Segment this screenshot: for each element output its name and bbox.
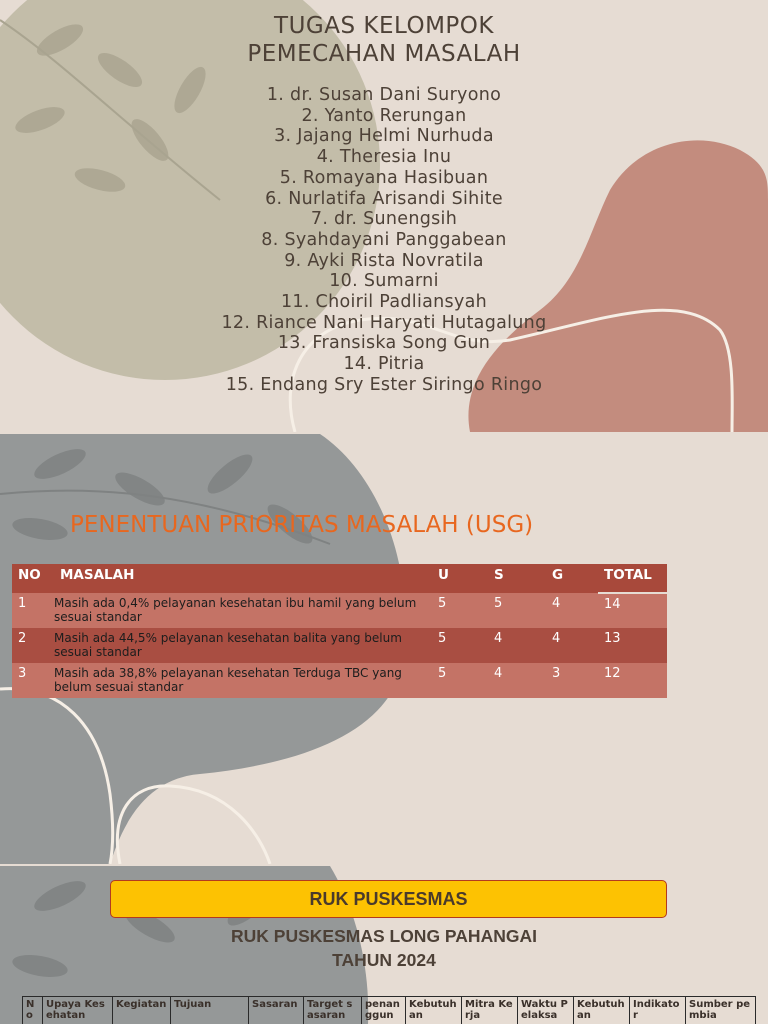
header-tujuan: Tujuan	[171, 997, 249, 1024]
cell-u: 5	[432, 628, 488, 663]
table-row	[12, 663, 667, 698]
member-item: 12. Riance Nani Haryati Hutagalung	[221, 312, 547, 333]
header-sasaran: Sasaran	[249, 997, 304, 1024]
header-no: No	[23, 997, 43, 1024]
member-item: 11. Choiril Padliansyah	[280, 292, 488, 313]
slide-title: PENENTUAN PRIORITAS MASALAH (USG)	[70, 512, 534, 538]
slide-usg-priority	[0, 434, 768, 864]
slide-ruk-puskesmas	[0, 866, 768, 1024]
slide-group-members	[0, 0, 768, 432]
usg-table	[12, 564, 667, 698]
member-item: 15. Endang Sry Ester Siringo Ringo	[225, 374, 543, 395]
ruk-table	[22, 996, 756, 1024]
table-row	[12, 593, 667, 628]
header-waktu-pelaksanaan: Waktu Pelaksa	[518, 997, 574, 1024]
cell-u: 5	[432, 593, 488, 628]
member-item: 5. Romayana Hasibuan	[279, 167, 489, 188]
header-mitra-kerja: Mitra Kerja	[462, 997, 518, 1024]
member-list	[0, 85, 768, 396]
member-item: 1. dr. Susan Dani Suryono	[266, 85, 502, 105]
member-item: 14. Pitria	[343, 354, 425, 375]
header-upaya-kesehatan: Upaya Kesehatan	[43, 997, 113, 1024]
cell-g: 4	[546, 628, 598, 663]
cell-s: 4	[488, 663, 546, 698]
member-item: 7. dr. Sunengsih	[310, 209, 458, 230]
cell-no: 2	[12, 628, 48, 663]
cell-u: 5	[432, 663, 488, 698]
cell-total: 14	[598, 593, 667, 628]
header-kebutuhan-2: Kebutuhan	[574, 997, 630, 1024]
header-g: G	[546, 564, 598, 593]
member-item: 8. Syahdayani Panggabean	[261, 229, 507, 250]
header-penanggung: penanggun	[362, 997, 406, 1024]
member-item: 10. Sumarni	[329, 271, 439, 292]
member-item: 3. Jajang Helmi Nurhuda	[274, 126, 494, 147]
title-line-2: PEMECAHAN MASALAH	[247, 41, 521, 67]
member-item: 6. Nurlatifa Arisandi Sihite	[265, 188, 503, 209]
cell-g: 4	[546, 593, 598, 628]
header-s: S	[488, 564, 546, 593]
slide-title	[0, 12, 768, 68]
member-item: 2. Yanto Rerungan	[301, 105, 467, 126]
cell-masalah: Masih ada 38,8% pelayanan kesehatan Terduga TBC yang belum sesuai standar	[48, 663, 432, 698]
table-header-row	[23, 997, 756, 1024]
header-target-sasaran: Target sasaran	[304, 997, 362, 1024]
table-row	[12, 628, 667, 663]
header-kegiatan: Kegiatan	[113, 997, 171, 1024]
cell-g: 3	[546, 663, 598, 698]
cell-no: 1	[12, 593, 48, 628]
header-masalah: MASALAH	[48, 564, 432, 593]
cell-total: 13	[598, 628, 667, 663]
cell-s: 4	[488, 628, 546, 663]
ruk-puskesmas-button[interactable]: RUK PUSKESMAS	[110, 880, 667, 918]
cell-total: 12	[598, 663, 667, 698]
subtitle-line-2: TAHUN 2024	[332, 950, 436, 970]
header-no: NO	[12, 564, 48, 593]
header-kebutuhan: Kebutuhan	[406, 997, 462, 1024]
member-item: 13. Fransiska Song Gun	[277, 333, 491, 354]
member-item: 9. Ayki Rista Novratila	[284, 250, 484, 271]
cell-masalah: Masih ada 0,4% pelayanan kesehatan ibu hamil yang belum sesuai standar	[48, 593, 432, 628]
header-total: TOTAL	[598, 564, 667, 593]
table-header-row	[12, 564, 667, 593]
subtitle-line-1: RUK PUSKESMAS LONG PAHANGAI	[231, 926, 537, 946]
title-line-1: TUGAS KELOMPOK	[274, 13, 494, 39]
header-u: U	[432, 564, 488, 593]
cell-no: 3	[12, 663, 48, 698]
header-indikator: Indikator	[630, 997, 686, 1024]
member-item: 4. Theresia Inu	[316, 147, 452, 168]
cell-s: 5	[488, 593, 546, 628]
cell-masalah: Masih ada 44,5% pelayanan kesehatan balita yang belum sesuai standar	[48, 628, 432, 663]
header-sumber-pembiayaan: Sumber pembia	[686, 997, 756, 1024]
